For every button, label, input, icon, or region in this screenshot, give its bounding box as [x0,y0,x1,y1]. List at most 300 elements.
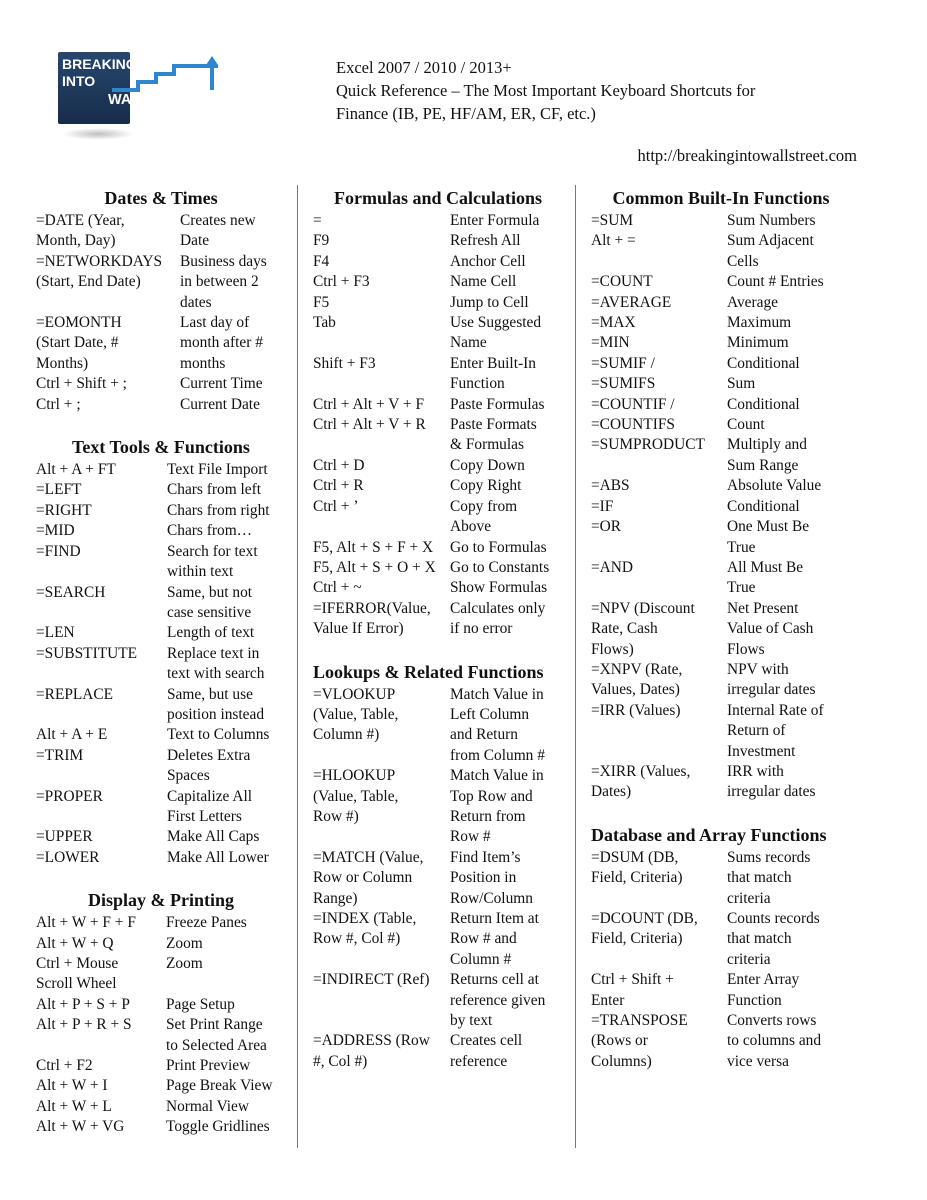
shortcut-key-line: =INDEX (Table, [313,910,417,927]
stairs-arrow-icon [108,54,218,94]
shortcut-description-line: Top Row and [450,787,533,805]
shortcut-row [313,354,563,395]
shortcut-row [36,1117,286,1137]
shortcut-row [591,558,851,599]
shortcut-description-line: Use Suggested [450,314,542,332]
shortcut-row [313,685,563,767]
shortcut-description [167,725,286,745]
shortcut-row [313,497,563,538]
shortcut-description-line: Converts rows [727,1012,817,1030]
shortcut-key-line: Ctrl + F2 [36,1057,93,1075]
shortcut-description-line: Copy from [450,497,518,515]
shortcut-description-line: Same, but not [167,583,253,601]
shortcut-description [450,354,563,395]
logo-text-line2: INTO [62,73,96,89]
shortcut-key-line: F4 [313,252,330,270]
shortcut-row [313,476,563,496]
shortcut-description [180,252,286,313]
shortcut-key [591,517,727,558]
shortcut-description-line: that match [727,869,792,887]
shortcut-description-line: Count [727,416,765,434]
shortcut-key-line: =LEFT [36,481,82,499]
shortcut-key-line: Field, Criteria) [591,869,683,887]
shortcut-description [167,848,286,868]
shortcut-description-line: Refresh All [450,232,521,250]
website-url[interactable]: http://breakingintowallstreet.com [637,146,857,165]
shortcut-description [727,1011,851,1072]
shortcut-key [313,766,450,848]
shortcut-row [313,293,563,313]
shortcut-key [313,354,450,395]
shortcut-row [36,211,286,252]
shortcut-description-line: Copy Down [450,456,525,474]
shortcut-key-line: =COUNT [591,273,653,291]
shortcut-description [450,395,563,415]
shortcut-description-line: vice versa [727,1052,789,1070]
shortcut-description [167,521,286,541]
shortcut-row [36,644,286,685]
shortcut-description-line: Creates new [180,212,256,229]
shortcut-key [313,272,450,292]
shortcut-key [591,599,727,660]
shortcut-description-line: to columns and [727,1032,822,1050]
shortcut-description-line: position instead [167,705,265,723]
shortcut-description [166,1076,286,1096]
shortcut-key-line: =TRANSPOSE [591,1012,688,1030]
shortcut-key-line: =LOWER [36,848,100,866]
shortcut-key [36,787,167,828]
shortcut-description [450,293,563,313]
column-divider-2 [575,185,576,1148]
shortcut-key-line: =NPV (Discount [591,599,695,617]
shortcut-key [591,272,727,292]
shortcut-description-line: Paste Formulas [450,395,545,413]
shortcut-key-line: =ABS [591,477,630,495]
shortcut-key-line: Ctrl + ’ [313,497,359,515]
shortcut-description-line: Above [450,518,492,536]
shortcut-key [591,909,727,970]
shortcut-description [450,558,563,578]
shortcut-description-line: Counts records [727,910,820,927]
shortcut-description [727,272,851,292]
shortcut-key-line: =AVERAGE [591,293,672,311]
shortcut-key-line: =FIND [36,542,81,560]
shortcut-key [313,558,450,578]
shortcut-key-line: =RIGHT [36,501,92,519]
shortcut-description-line: Function [727,991,782,1009]
shortcut-key-line: =NETWORKDAYS [36,252,163,270]
shortcut-key [313,395,450,415]
shortcut-description-line: Conditional [727,497,800,515]
shortcut-row [313,313,563,354]
shortcut-description-line: Chars from left [167,481,262,499]
shortcut-key-line: Month, Day) [36,232,116,250]
shortcut-row [591,517,851,558]
shortcut-key [36,1097,166,1117]
shortcut-key [36,252,180,313]
shortcut-key-line: Column #) [313,726,380,744]
shortcut-key [313,578,450,598]
shortcut-description-line: Search for text [167,542,258,560]
shortcut-row [36,623,286,643]
shortcut-key [591,660,727,701]
header-line-1: Excel 2007 / 2010 / 2013+ [336,58,512,77]
shortcut-key-line: Tab [313,314,336,332]
shortcut-key [313,685,450,767]
shortcut-description [166,1015,286,1056]
shortcut-key [36,644,167,685]
shortcut-description-line: Flows [727,640,765,658]
shortcut-row [36,1076,286,1096]
shortcut-row [36,954,286,995]
shortcut-key-line: =SUBSTITUTE [36,644,138,662]
shortcut-row [313,970,563,1031]
shortcut-row [36,995,286,1015]
shortcut-description-line: Chars from right [167,501,270,519]
shortcut-description-line: and Return [450,726,518,744]
shortcut-row [313,848,563,909]
shortcut-description-line: IRR with [727,762,784,780]
shortcut-key-line: Alt + W + I [36,1077,108,1095]
shortcut-description [727,231,851,272]
shortcut-description [450,848,563,909]
shortcut-description [727,970,851,1011]
shortcut-key-line: =VLOOKUP [313,685,396,703]
section-title: Display & Printing [87,890,234,911]
shortcut-description [166,1056,286,1076]
shortcut-row [591,293,851,313]
shortcut-description-line: Spaces [167,767,210,785]
shortcut-description-line: Jump to Cell [450,293,529,311]
shortcut-description-line: criteria [727,950,771,968]
shortcut-description-line: month after # [180,334,263,352]
shortcut-description-line: Calculates only [450,599,546,617]
shortcut-description [167,480,286,500]
shortcut-key [313,848,450,909]
shortcut-description-line: All Must Be [727,558,804,576]
shortcut-description [450,578,563,598]
shortcut-key [36,623,167,643]
shortcut-row [313,252,563,272]
shortcut-key-line: =SUMPRODUCT [591,436,705,454]
shortcut-key-line: (Rows or [591,1032,648,1050]
shortcut-description-line: Copy Right [450,477,522,495]
shortcut-key [591,354,727,395]
shortcut-key-line: Field, Criteria) [591,930,683,948]
header-line-2: Quick Reference – The Most Important Keyboard Shortcuts for [336,81,756,100]
shortcut-key-line: Scroll Wheel [36,975,117,993]
shortcut-key [36,1015,166,1056]
shortcut-description [450,476,563,496]
shortcut-description [450,252,563,272]
shortcut-key [36,460,167,480]
shortcut-description [727,354,851,395]
shortcut-description-line: Row # [450,828,491,846]
shortcut-key-line: =MIN [591,334,630,352]
shortcut-key-line: =INDIRECT (Ref) [313,971,430,989]
shortcut-key-line: (Start Date, # [36,334,119,352]
section-dates [36,186,286,415]
shortcut-description-line: reference [450,1052,508,1070]
shortcut-key-line: Ctrl + ; [36,395,81,413]
shortcut-row [591,1011,851,1072]
shortcut-key-line: =TRIM [36,746,84,764]
section-title: Lookups & Related Functions [313,661,544,682]
shortcut-row [591,231,851,272]
shortcut-description [450,766,563,848]
shortcut-description-line: Name Cell [450,273,517,291]
shortcut-key-line: F5, Alt + S + O + X [313,558,436,576]
shortcut-key [313,252,450,272]
section-title: Text Tools & Functions [72,437,250,458]
shortcut-key-line: Alt + = [591,232,636,250]
shortcut-description-line: One Must Be [727,518,810,536]
shortcut-key [591,1011,727,1072]
logo-text-line3: WALLSTREET [108,92,207,108]
shortcut-row [591,762,851,803]
shortcut-key [36,583,167,624]
shortcut-description-line: & Formulas [450,436,524,454]
shortcut-description [167,460,286,480]
shortcut-key [591,313,727,333]
shortcut-description-line: First Letters [167,807,242,825]
shortcut-description-line: Cells [727,252,759,270]
shortcut-key-line: Ctrl + D [313,456,365,474]
shortcut-description-line: Conditional [727,395,800,413]
shortcut-description-line: Function [450,375,505,393]
shortcut-key [591,211,727,231]
section-display [36,888,286,1137]
shortcut-key-line: Rate, Cash [591,620,658,638]
shortcut-row [36,913,286,933]
shortcut-key [36,1117,166,1137]
shortcut-description-line: Same, but use [167,685,253,703]
shortcut-key [313,497,450,538]
shortcut-description-line: Left Column [450,705,530,723]
shortcut-key-line: Alt + P + R + S [36,1016,132,1034]
shortcut-key-line: (Value, Table, [313,787,399,805]
shortcut-description [727,909,851,970]
shortcut-key [313,231,450,251]
shortcut-description [727,211,851,231]
shortcut-key-line: Alt + W + VG [36,1118,125,1136]
logo-shadow [62,128,134,140]
shortcut-description [450,456,563,476]
column-middle [313,186,563,1092]
shortcut-key [313,293,450,313]
shortcut-description-line: True [727,579,756,597]
shortcut-description-line: Text File Import [167,461,268,479]
shortcut-key-line: =COUNTIFS [591,416,675,434]
shortcut-row [36,685,286,726]
shortcut-description-line: Freeze Panes [166,914,247,932]
shortcut-description-line: by text [450,1012,493,1030]
shortcut-key [313,313,450,354]
column-right [591,186,851,1092]
shortcut-description [166,1117,286,1137]
shortcut-key-line: Ctrl + F3 [313,273,370,291]
shortcut-key [36,211,180,252]
shortcut-row [313,415,563,456]
shortcut-row [591,333,851,353]
shortcut-description-line: months [180,354,226,372]
shortcut-row [36,787,286,828]
shortcut-key [36,374,180,394]
shortcut-key [36,848,167,868]
shortcut-description [167,787,286,828]
shortcut-row [36,374,286,394]
shortcut-description [727,517,851,558]
shortcut-key [591,558,727,599]
shortcut-description-line: that match [727,930,792,948]
shortcut-description [727,848,851,909]
shortcut-key-line: (Value, Table, [313,705,399,723]
shortcut-description [167,685,286,726]
shortcut-key-line: =IRR (Values) [591,701,681,719]
shortcut-description [727,333,851,353]
shortcut-key-line: =MAX [591,314,636,332]
shortcut-key [36,913,166,933]
shortcut-description-line: Make All Lower [167,848,269,866]
shortcut-key-line: =EOMONTH [36,314,122,332]
shortcut-description-line: Return from [450,807,526,825]
shortcut-description [180,395,286,415]
shortcut-key-line: Ctrl + R [313,477,364,495]
shortcut-key-line: =AND [591,558,634,576]
shortcut-description-line: Return Item at [450,910,539,927]
shortcut-description [167,501,286,521]
shortcut-row [36,480,286,500]
shortcut-key-line: F9 [313,232,330,250]
shortcut-key-line: Alt + W + F + F [36,914,136,932]
shortcut-row [591,599,851,660]
shortcut-key-line: F5 [313,293,330,311]
shortcut-description-line: Last day of [180,314,250,332]
shortcut-description-line: Absolute Value [727,477,822,495]
shortcut-description-line: Row # and [450,930,517,948]
shortcut-row [591,313,851,333]
shortcut-description-line: Maximum [727,314,792,332]
shortcut-description-line: Toggle Gridlines [166,1118,270,1136]
shortcut-description-line: Investment [727,742,796,760]
section-formulas [313,186,563,640]
shortcut-row [313,456,563,476]
shortcut-description-line: Current Date [180,395,260,413]
shortcut-key [313,538,450,558]
shortcut-key-line: Ctrl + Alt + V + F [313,395,425,413]
shortcut-row [36,827,286,847]
section-builtin [591,186,851,803]
shortcut-key [36,542,167,583]
shortcut-description-line: Column # [450,950,512,968]
shortcut-description [450,313,563,354]
shortcut-row [313,395,563,415]
shortcut-row [313,231,563,251]
shortcut-key-line: =LEN [36,624,75,642]
shortcut-description-line: to Selected Area [166,1036,267,1054]
section-title: Formulas and Calculations [333,188,543,208]
shortcut-row [36,460,286,480]
shortcut-description [166,934,286,954]
shortcut-description-line: Conditional [727,354,800,372]
shortcut-key-line: Row #, Col #) [313,930,401,948]
shortcut-key-line: =XNPV (Rate, [591,660,683,678]
shortcut-key [313,211,450,231]
shortcut-row [313,538,563,558]
shortcut-description-line: Row/Column [450,889,533,907]
shortcut-key-line: Dates) [591,783,632,801]
shortcut-description [450,231,563,251]
shortcut-row [36,395,286,415]
shortcut-row [313,558,563,578]
shortcut-description [167,623,286,643]
shortcut-key-line: =OR [591,518,622,536]
shortcut-description-line: Anchor Cell [450,252,526,270]
section-database [591,823,851,1072]
shortcut-description-line: Page Break View [166,1077,273,1095]
shortcut-key [591,848,727,909]
shortcut-description-line: Minimum [727,334,789,352]
shortcut-row [313,578,563,598]
shortcut-row [591,660,851,701]
shortcut-description [166,995,286,1015]
shortcut-key-line: Shift + F3 [313,354,376,372]
shortcut-row [36,1015,286,1056]
shortcut-description-line: Enter Formula [450,212,540,229]
shortcut-key [591,701,727,762]
shortcut-key [36,954,166,995]
shortcut-key-line: =SUMIFS [591,375,656,393]
shortcut-description [727,599,851,660]
shortcut-description [727,293,851,313]
shortcut-description-line: Count # Entries [727,273,824,291]
shortcut-description-line: Zoom [166,934,203,952]
shortcut-description-line: Zoom [166,955,203,972]
shortcut-description-line: Chars from… [167,522,253,540]
shortcut-description-line: Enter Array [727,971,800,989]
shortcut-key-line: =MATCH (Value, [313,848,424,866]
shortcut-description [166,1097,286,1117]
shortcut-description [727,497,851,517]
shortcut-row [36,1056,286,1076]
shortcut-description-line: irregular dates [727,783,816,801]
shortcut-description [180,374,286,394]
header-line-3: Finance (IB, PE, HF/AM, ER, CF, etc.) [336,104,596,123]
shortcut-key [591,231,727,272]
shortcut-key-line: Row #) [313,807,359,825]
shortcut-key [313,476,450,496]
shortcut-key [313,909,450,970]
shortcut-key-line: =IF [591,497,614,515]
shortcut-description [166,954,286,995]
shortcut-description [727,435,851,476]
shortcut-description-line: Sum [727,375,756,393]
shortcut-description-line: Position in [450,869,517,887]
shortcut-key [591,970,727,1011]
shortcut-key-line: Months) [36,354,89,372]
section-text [36,435,286,868]
section-title: Dates & Times [104,188,218,208]
shortcut-description-line: Date [180,232,210,250]
shortcut-description-line: in between 2 [180,273,259,291]
shortcut-description-line: Enter Built-In [450,354,536,372]
shortcut-key [36,1056,166,1076]
shortcut-key [36,313,180,374]
shortcut-row [36,521,286,541]
shortcut-key-line: =ADDRESS (Row [313,1032,430,1050]
shortcut-key-line: Ctrl + Mouse [36,955,119,972]
shortcut-key-line: =DSUM (DB, [591,848,679,866]
